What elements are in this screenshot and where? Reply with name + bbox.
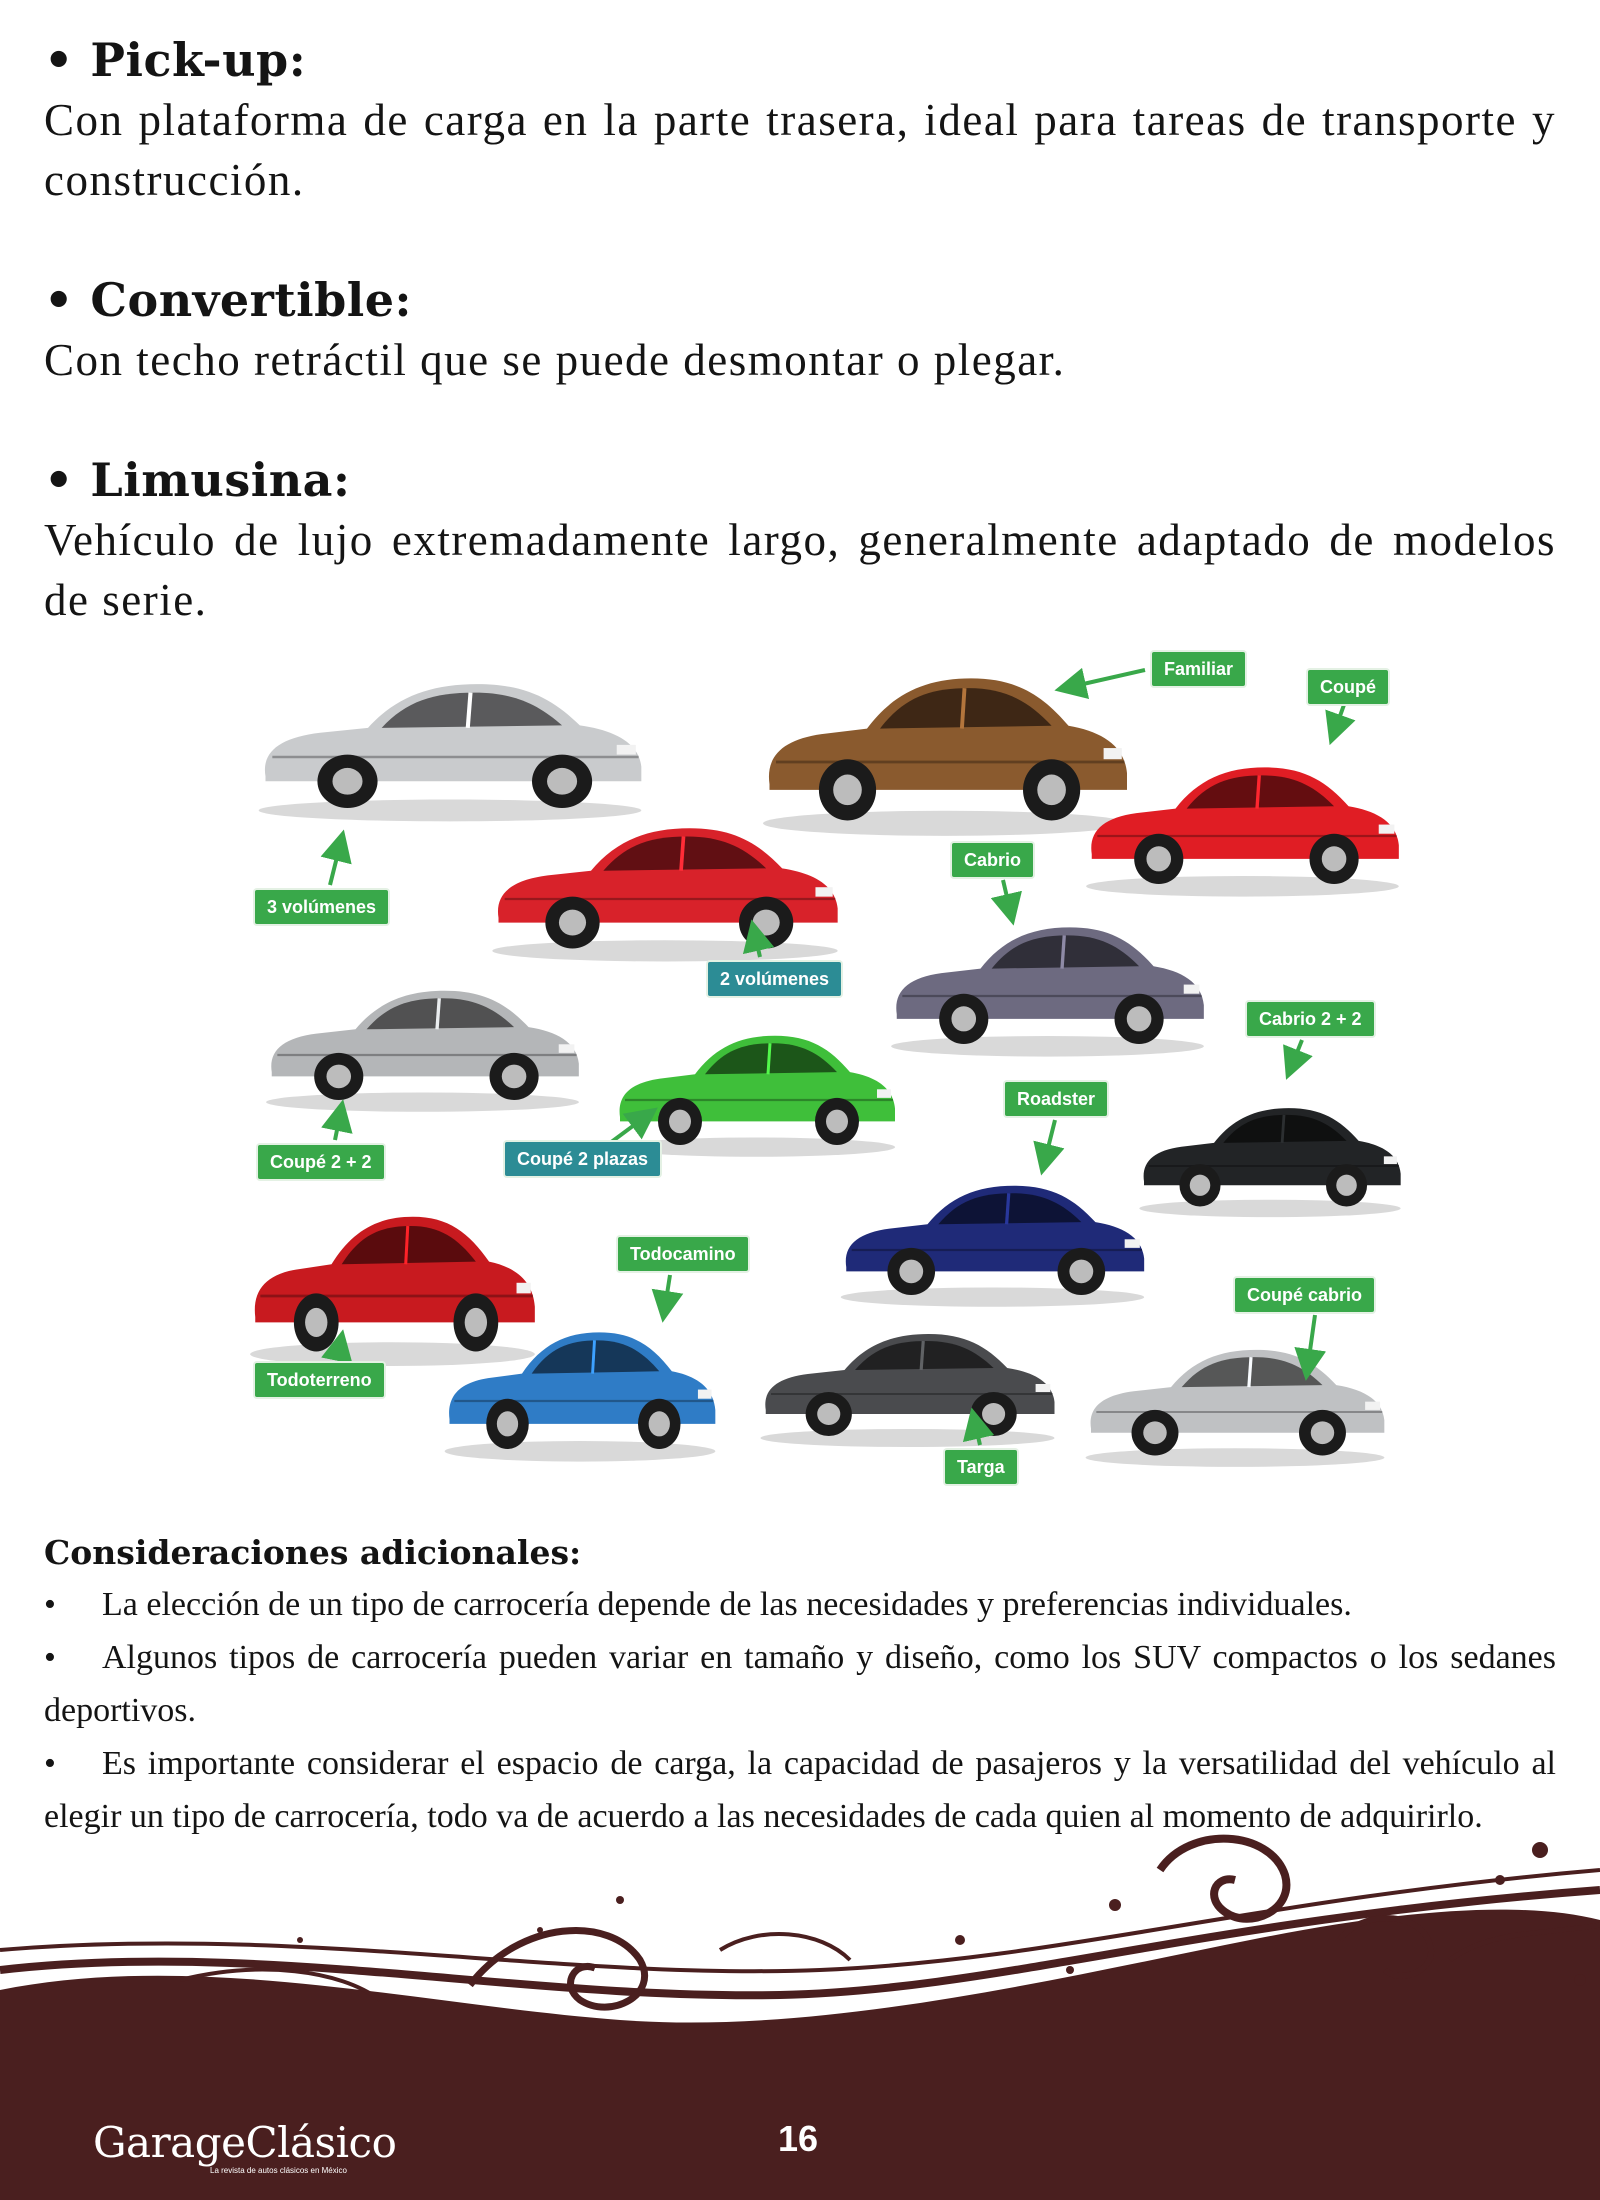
label-2-volumenes: 2 volúmenes [708, 962, 841, 996]
logo-tagline: La revista de autos clásicos en México [210, 2166, 347, 2175]
label-arrows [240, 645, 1410, 1495]
section-text: Con techo retráctil que se puede desmontar o plegar. [44, 335, 1066, 385]
label-cabrio-2-2: Cabrio 2 + 2 [1247, 1002, 1374, 1036]
consideration-item: • Es importante considerar el espacio de carga, la capacidad de pasajeros y la versatilidad del vehículo al elegir un tipo de carrocería, todo va de acuerdo a las necesidades de cada quien al momento de adquirirlo. [44, 1745, 1556, 1835]
considerations-section [44, 1528, 1556, 1843]
section-text: Vehículo de lujo extremadamente largo, generalmente adaptado de modelos de serie. [44, 515, 1556, 625]
label-cabrio: Cabrio [952, 843, 1033, 877]
consideration-item: • La elección de un tipo de carrocería depende de las necesidades y preferencias individuales. [44, 1586, 1352, 1623]
section-pickup [44, 30, 1556, 210]
label-todoterreno: Todoterreno [255, 1363, 384, 1397]
consideration-item: • Algunos tipos de carrocería pueden variar en tamaño y diseño, como los SUV compactos o los sedanes deportivos. [44, 1639, 1556, 1729]
section-text: Con plataforma de carga en la parte trasera, ideal para tareas de transporte y construcción. [44, 95, 1556, 205]
car-body-types-figure [240, 645, 1410, 1495]
label-todocamino: Todocamino [618, 1237, 748, 1271]
label-coupe-cabrio: Coupé cabrio [1235, 1278, 1374, 1312]
section-limusina [44, 450, 1556, 630]
section-convertible [44, 270, 1556, 390]
considerations-title: Consideraciones adicionales: [44, 1533, 582, 1572]
section-title: • Convertible: [44, 273, 412, 327]
garage-clasico-logo: GarageClásico [93, 2118, 397, 2167]
label-coupe-2-plazas: Coupé 2 plazas [505, 1142, 660, 1176]
label-roadster: Roadster [1005, 1082, 1107, 1116]
label-3-volumenes: 3 volúmenes [255, 890, 388, 924]
section-title: • Pick-up: [44, 33, 307, 87]
label-targa: Targa [945, 1450, 1017, 1484]
label-coupe: Coupé [1308, 670, 1388, 704]
page-number: 16 [778, 2118, 819, 2159]
section-title: • Limusina: [44, 453, 351, 507]
label-coupe-2-2: Coupé 2 + 2 [258, 1145, 384, 1179]
label-familiar: Familiar [1152, 652, 1245, 686]
